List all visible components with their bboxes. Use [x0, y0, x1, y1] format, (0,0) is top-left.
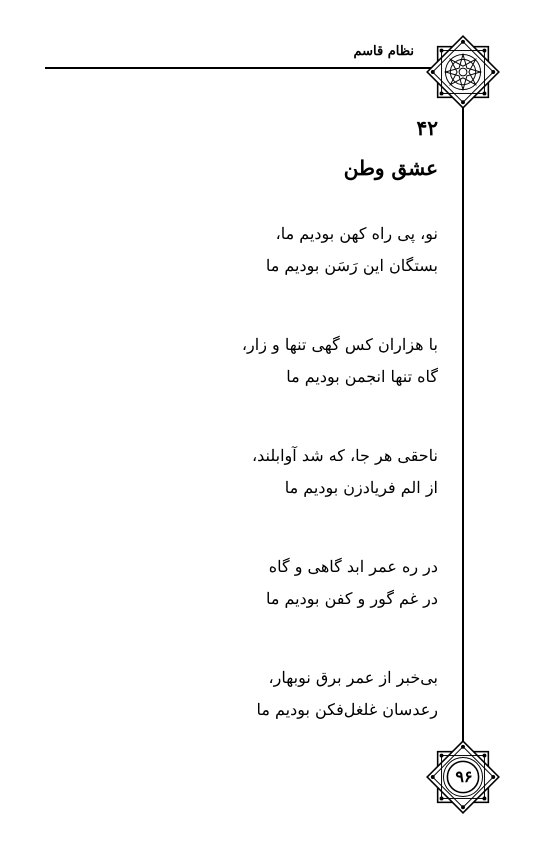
stanza — [78, 329, 438, 393]
rosette-ornament-icon — [424, 33, 502, 111]
side-rule — [462, 100, 464, 745]
poem-body — [78, 218, 438, 773]
stanza — [78, 218, 438, 282]
verse-line: بی‌خبر از عمر برق نوبهار، — [268, 668, 438, 687]
running-header-title: نظام قاسم — [353, 44, 414, 59]
poem-title: عشق وطن — [343, 156, 438, 180]
stanza — [78, 551, 438, 615]
verse-line: نو، پی راه کهن بودیم ما، — [275, 224, 438, 243]
verse-line: گاه تنها انجمن بودیم ما — [286, 367, 438, 386]
verse-line: با هزاران کس گهی تنها و زار، — [241, 335, 438, 354]
stanza — [78, 662, 438, 726]
stanza — [78, 440, 438, 504]
verse-line: در غم گور و کفن بودیم ما — [266, 589, 438, 608]
poem-number: ۴۲ — [416, 116, 438, 140]
header-rule — [45, 67, 440, 69]
verse-line: رعدسان غلغل‌فکن بودیم ما — [256, 700, 438, 719]
page-number: ۹۶ — [455, 767, 473, 786]
verse-line: بستگان این رَسَن بودیم ما — [265, 256, 438, 275]
verse-line: ناحقی هر جا، که شد آوابلند، — [251, 446, 438, 465]
verse-line: در ره عمر ابد گاهی و گاه — [268, 557, 438, 576]
verse-line: از الم فریادزن بودیم ما — [284, 478, 438, 497]
